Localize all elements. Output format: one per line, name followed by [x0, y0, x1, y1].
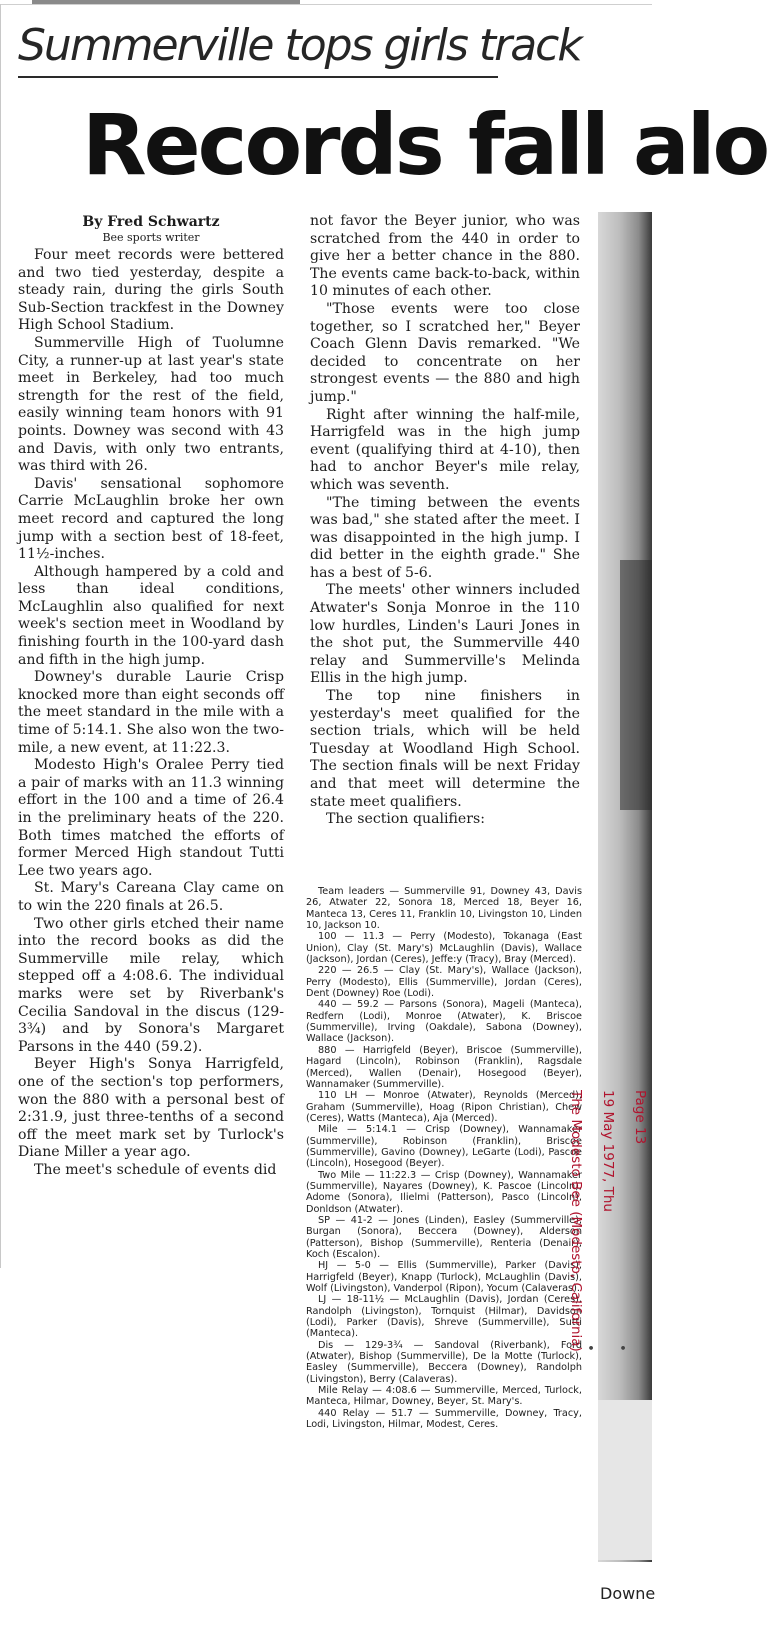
blank-area — [0, 1268, 292, 1628]
byline-credit: Bee sports writer — [102, 231, 200, 244]
kicker-rule — [18, 76, 498, 78]
separator: • — [584, 1343, 600, 1352]
photo-shadow — [620, 560, 652, 810]
result-line: 440 Relay — 51.7 — Summerville, Downey, Tracy, Lodi, Livingston, Hilmar, Modest, Ceres. — [306, 1407, 582, 1431]
result-line: 110 LH — Monroe (Atwater), Reynolds (Merced), Graham (Summerville), Hoag (Ripon Christian), Chew (Ceres), Watts (Manteca), Aja (Merced). — [306, 1090, 582, 1124]
results-list — [306, 886, 582, 1431]
clip-border — [0, 4, 652, 5]
result-line: Dis — 129-3¾ — Sandoval (Riverbank), Ford (Atwater), Bishop (Summerville), De la Motte (Turlock), Easley (Summerville), Beccera (Downey), Randolph (Livingston), Berry (Calaveras). — [306, 1339, 582, 1385]
paragraph: The top nine finishers in yesterday's meet qualified for the section trials, which will be held Tuesday at Woodland High School. The section finals will be next Friday and that meet will determine the state meet qualifiers. — [310, 688, 580, 810]
paragraph: The meet's schedule of events did — [34, 1161, 277, 1178]
article-column-2 — [310, 213, 580, 829]
result-line: Mile — 5:14.1 — Crisp (Downey), Wannamaker (Summerville), Robinson (Franklin), Briscoe (Summerville), Gavino (Downey), LeGarte (Lodi), Pascoe (Lincoln), Hosegood (Beyer). — [306, 1124, 582, 1170]
result-line: 100 — 11.3 — Perry (Modesto), Tokanaga (East Union), Clay (St. Mary's) McLaughlin (Davis), Wallace (Jackson), Jordan (Ceres), Jeffe:y (Tracy), Bray (Merced). — [306, 931, 582, 966]
clip-left-border — [0, 4, 1, 1268]
result-line: 220 — 26.5 — Clay (St. Mary's), Wallace (Jackson), Perry (Modesto), Ellis (Summerville), Jordan (Ceres), Dent (Downey) Roe (Lodi). — [306, 965, 582, 1000]
paragraph: Right after winning the half-mile, Harrigfeld was in the high jump event (qualifying third at 4-10), then had to anchor Beyer's mile relay, which was seventh. — [310, 406, 580, 493]
paragraph: St. Mary's Careana Clay came on to win the 220 finals at 26.5. — [18, 880, 284, 914]
paragraph: Although hampered by a cold and less than ideal conditions, McLaughlin also qualified for next week's section meet in Woodland by finishing fourth in the 100-yard dash and fifth in the high jump. — [18, 563, 284, 668]
paragraph: Two other girls etched their name into the record books as did the Summerville mile relay, which stepped off a 4:08.6. The individual marks were set by Riverbank's Cecilia Sandoval in the discus (129-3¾) and by Sonora's Margaret Parsons in the 440 (59.2). — [18, 915, 284, 1055]
result-line: LJ — 18-11½ — McLaughlin (Davis), Jordan (Ceres), Randolph (Livingston), Tornquist (Hilmar), Davidson (Lodi), Parker (Davis), Shreve (Summerville), Sutti (Manteca). — [306, 1294, 582, 1340]
paragraph: not favor the Beyer junior, who was scratched from the 440 in order to give her a better chance in the 880. The events came back-to-back, within 10 minutes of each other. — [310, 213, 580, 300]
kicker-headline: Summerville tops girls track — [18, 20, 581, 71]
result-line: Mile Relay — 4:08.6 — Summerville, Merced, Turlock, Manteca, Hilmar, Downey, Beyer, St. Mary's. — [306, 1385, 582, 1408]
paragraph: The meets' other winners included Atwater's Sonja Monroe in the 110 low hurdles, Linden's Lauri Jones in the shot put, the Summerville 440 relay and Summerville's Melinda Ellis in the high jump. — [310, 582, 580, 687]
paragraph: Summerville High of Tuolumne City, a runner-up at last year's state meet in Berkeley, had too much strength for the rest of the field, easily winning team honors with 91 points. Downey was second with 43 and Davis, with only two entrants, was third with 26. — [18, 334, 284, 475]
source-name: The Modesto Bee (Modesto, California) — [568, 1090, 584, 1352]
paragraph: Modesto High's Oralee Perry tied a pair of marks with an 11.3 winning effort in the 100 and a time of 26.4 in the preliminary heats of the 220. Both times matched the efforts of former Merced High standout Tutti Lee two years ago. — [18, 757, 284, 879]
result-line: HJ — 5-0 — Ellis (Summerville), Parker (Davis), Harrigfeld (Beyer), Knapp (Turlock), McLaughlin (Davis), Wolf (Livingston), Vanderpol (Ripon), Yocum (Calaveras). — [306, 1260, 582, 1295]
paragraph: The section qualifiers: — [326, 811, 485, 828]
paragraph: Beyer High's Sonya Harrigfeld, one of the section's top performers, won the 880 with a personal best of 2:31.9, just three-tenths of a second off the meet mark set by Turlock's Diane Miller a year ago. — [18, 1056, 284, 1161]
result-line: Team leaders — Summerville 91, Downey 43, Davis 26, Atwater 22, Sonora 18, Merced 18, Beyer 16, Manteca 13, Ceres 11, Franklin 10, Livingston 10, Linden 10, Jackson 10. — [306, 886, 582, 932]
caption-fragment: Downe — [600, 1584, 656, 1603]
paragraph: "Those events were too close together, so I scratched her," Beyer Coach Glenn Davis remarked. "We decided to concentrate on her strongest events — the 880 and high jump." — [310, 300, 580, 405]
result-line: Two Mile — 11:22.3 — Crisp (Downey), Wannamaker (Summerville), Nayares (Downey), K. Pascoe (Lincoln), Adome (Sonora), Ilielmi (Patterson), Pasco (Lincoln), Donldson (Atwater). — [306, 1169, 582, 1215]
result-line: 440 — 59.2 — Parsons (Sonora), Mageli (Manteca), Redfern (Lodi), Monroe (Atwater), K. Briscoe (Summerville), Irving (Oakdale), Sabona (Downey), Wallace (Jackson). — [306, 999, 582, 1045]
source-page: Page 13 — [632, 1090, 648, 1145]
paragraph: Downey's durable Laurie Crisp knocked more than eight seconds off the meet standard in the mile with a time of 5:14.1. She also won the two-mile, a new event, at 11:22.3. — [18, 669, 284, 756]
source-attribution — [568, 966, 648, 1476]
paragraph: Davis' sensational sophomore Carrie McLaughlin broke her own meet record and captured the long jump with a section best of 18-feet, 11½-inches. — [18, 475, 284, 563]
main-headline: Records fall alo — [82, 96, 767, 194]
separator: • — [616, 1343, 632, 1352]
result-line: SP — 41-2 — Jones (Linden), Easley (Summerville), Burgan (Sonora), Beccera (Downey), Alderson (Patterson), Bishop (Summerville), Renteria (Denair), Koch (Escalon). — [306, 1214, 582, 1260]
byline: By Fred Schwartz — [82, 214, 220, 230]
source-date: 19 May 1977, Thu — [600, 1090, 616, 1213]
article-column-1 — [18, 213, 284, 1179]
paragraph: Four meet records were bettered and two tied yesterday, despite a steady rain, during the girls South Sub-Section trackfest in the Downey High School Stadium. — [18, 247, 284, 334]
paragraph: "The timing between the events was bad," she stated after the meet. I was disappointed in the high jump. I did better in the eighth grade." She has a best of 5-6. — [310, 494, 580, 581]
result-line: 880 — Harrigfeld (Beyer), Briscoe (Summerville), Hagard (Lincoln), Robinson (Franklin), Ragsdale (Merced), Wallen (Denair), Hosegood (Beyer), Wannamaker (Summerville). — [306, 1044, 582, 1090]
